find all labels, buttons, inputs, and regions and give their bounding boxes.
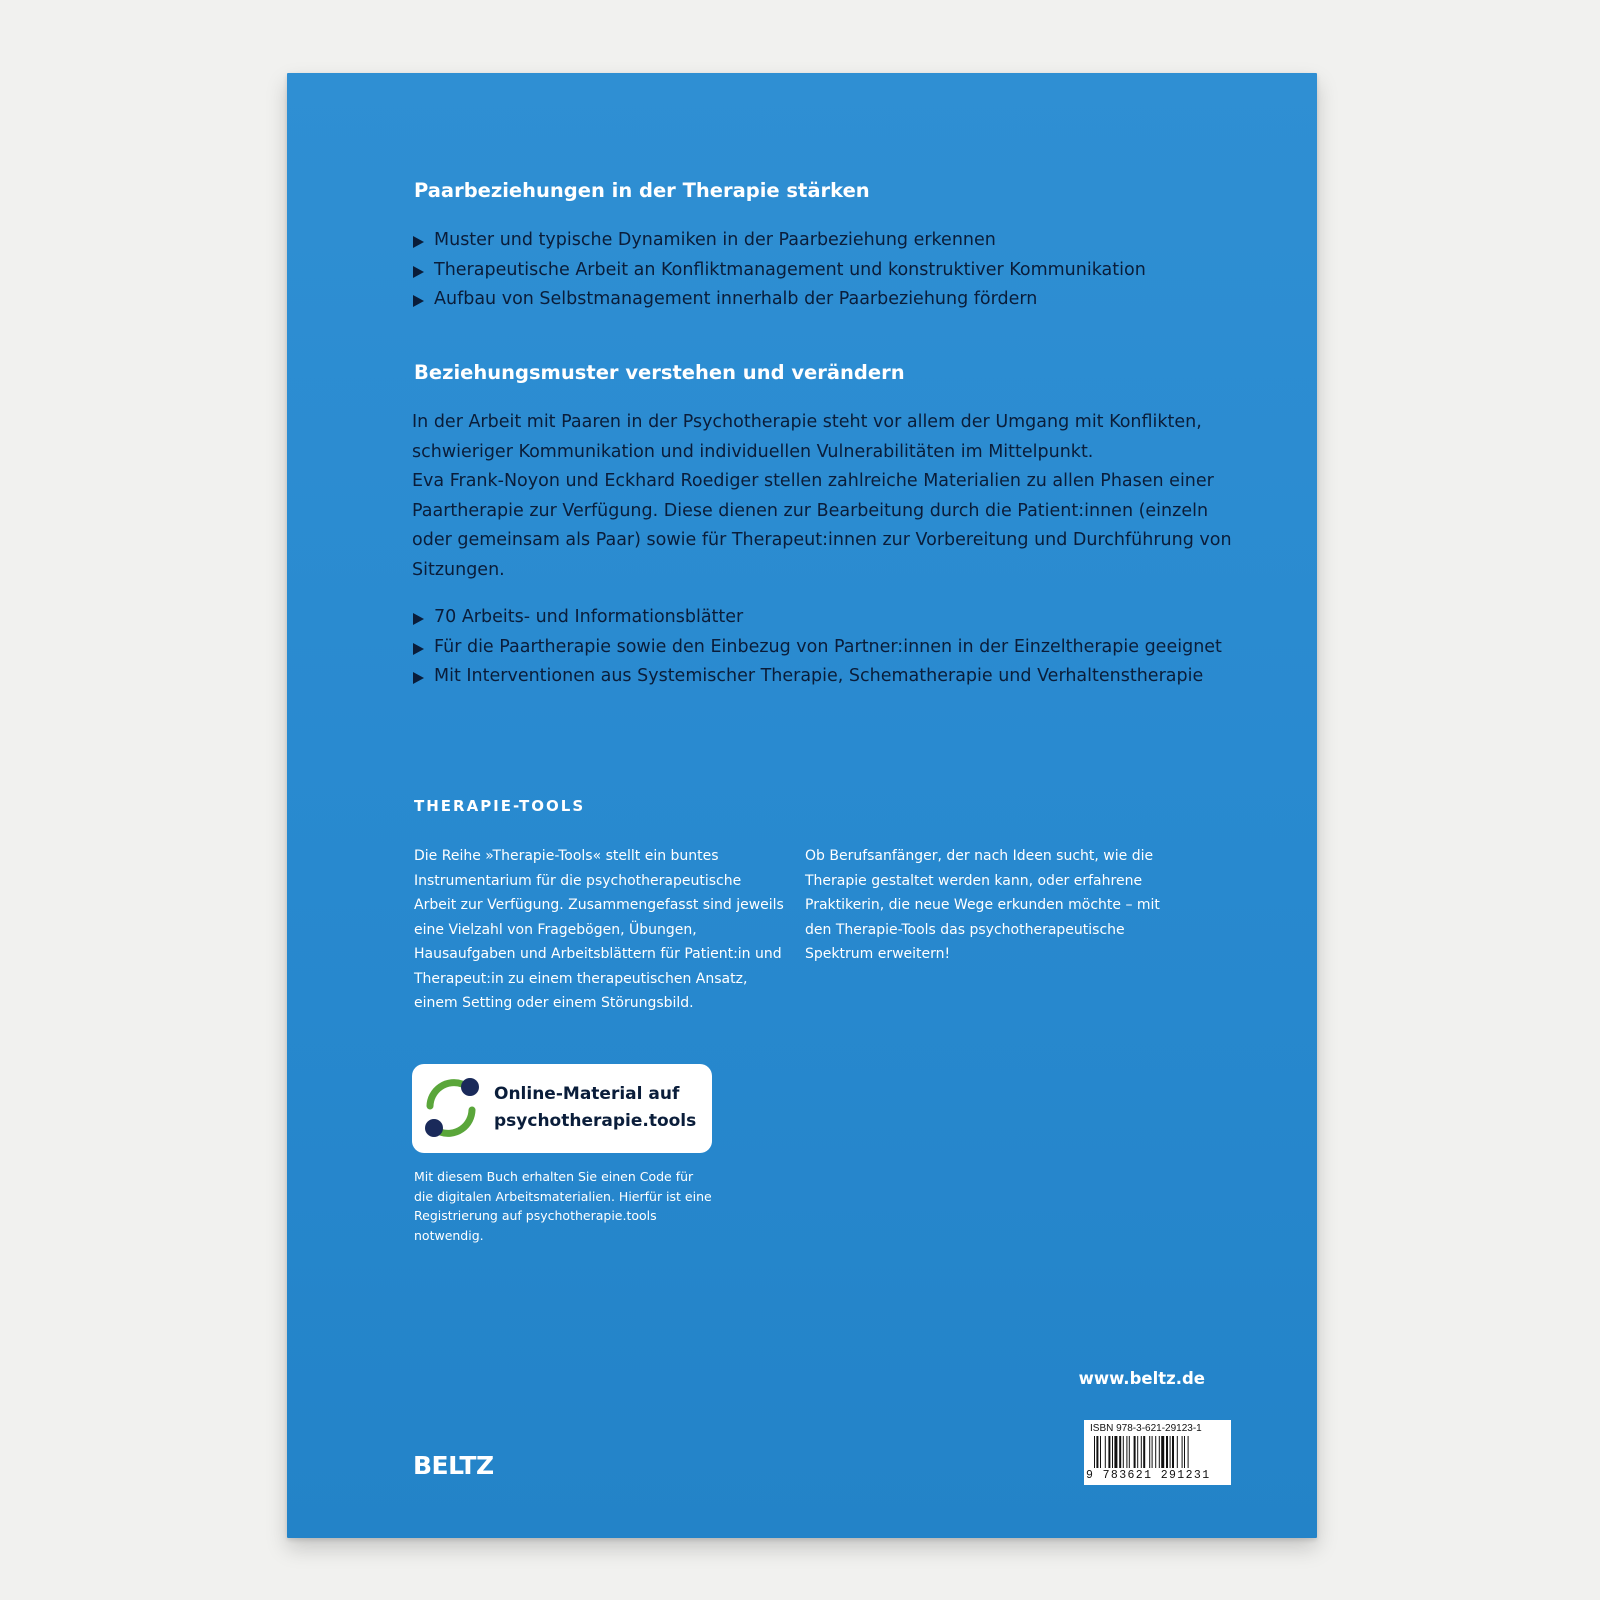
- isbn-text: ISBN 978-3-621-29123-1: [1090, 1423, 1202, 1434]
- bullet-triangle-icon: [413, 672, 424, 684]
- list-item: Aufbau von Selbstmanagement innerhalb der Paarbeziehung fördern: [412, 285, 1146, 315]
- bullet-list-features: [412, 603, 1222, 692]
- list-item: Für die Paartherapie sowie den Einbezug von Partner:innen in der Einzeltherapie geeignet: [412, 633, 1222, 663]
- bullet-triangle-icon: [413, 295, 424, 307]
- description-paragraph-1: In der Arbeit mit Paaren in der Psychotherapie steht vor allem der Umgang mit Konflikten, schwieriger Kommunikation und individuellen Vulnerabilitäten im Mittelpunkt.: [412, 412, 1202, 462]
- badge-text: Online-Material auf psychotherapie.tools: [494, 1084, 697, 1131]
- website-link: www.beltz.de: [1078, 1369, 1205, 1388]
- series-text-left: Die Reihe »Therapie-Tools« stellt ein buntes Instrumentarium für die psychotherapeutische Arbeit zur Verfügung. Zusammengefasst sind jeweils eine Vielzahl von Fragebögen, Übungen, Hausaufgaben und Arbeitsblättern für Patient:in und Therapeut:in zu einem therapeutischen Ansatz, einem Setting oder einem Störungsbild.: [414, 848, 784, 1011]
- online-material-badge: [412, 1064, 712, 1153]
- ean-digits: 9 783621 291231: [1086, 1469, 1211, 1482]
- list-item: Muster und typische Dynamiken in der Paarbeziehung erkennen: [412, 226, 1146, 256]
- list-item: Therapeutische Arbeit an Konfliktmanagement und konstruktiver Kommunikation: [412, 256, 1146, 286]
- bullet-list-paarbeziehungen: [412, 226, 1146, 315]
- code-note: Mit diesem Buch erhalten Sie einen Code für die digitalen Arbeitsmaterialien. Hierfür ist eine Registrierung auf psychotherapie.tools notwendig.: [414, 1169, 712, 1243]
- psychotherapie-tools-logo-icon: [422, 1072, 480, 1144]
- list-item: Mit Interventionen aus Systemischer Therapie, Schematherapie und Verhaltenstherapie: [412, 662, 1222, 692]
- bullet-triangle-icon: [413, 236, 424, 248]
- list-item: 70 Arbeits- und Informationsblätter: [412, 603, 1222, 633]
- isbn-barcode: [1084, 1420, 1231, 1485]
- bullet-triangle-icon: [413, 266, 424, 278]
- series-text-right: Ob Berufsanfänger, der nach Ideen sucht, wie die Therapie gestaltet werden kann, oder erfahrene Praktikerin, die neue Wege erkunden möchte – mit den Therapie-Tools das psychotherapeutische Spektrum erweitern!: [805, 848, 1160, 962]
- series-heading: THERAPIE-TOOLS: [414, 797, 586, 815]
- book-back-cover: [287, 73, 1317, 1538]
- barcode-bars-icon: [1094, 1436, 1226, 1468]
- publisher-logo: BELTZ: [413, 1451, 494, 1480]
- bullet-triangle-icon: [413, 613, 424, 625]
- bullet-triangle-icon: [413, 643, 424, 655]
- section-heading-beziehungsmuster: Beziehungsmuster verstehen und verändern: [414, 361, 905, 384]
- section-heading-paarbeziehungen: Paarbeziehungen in der Therapie stärken: [414, 179, 870, 202]
- description-paragraph-2: Eva Frank-Noyon und Eckhard Roediger stellen zahlreiche Materialien zu allen Phasen einer Paartherapie zur Verfügung. Diese dienen zur Bearbeitung durch die Patient:innen (einzeln oder gemeinsam als Paar) sowie für Therapeut:innen zur Vorbereitung und Durchführung von Sitzungen.: [412, 471, 1232, 580]
